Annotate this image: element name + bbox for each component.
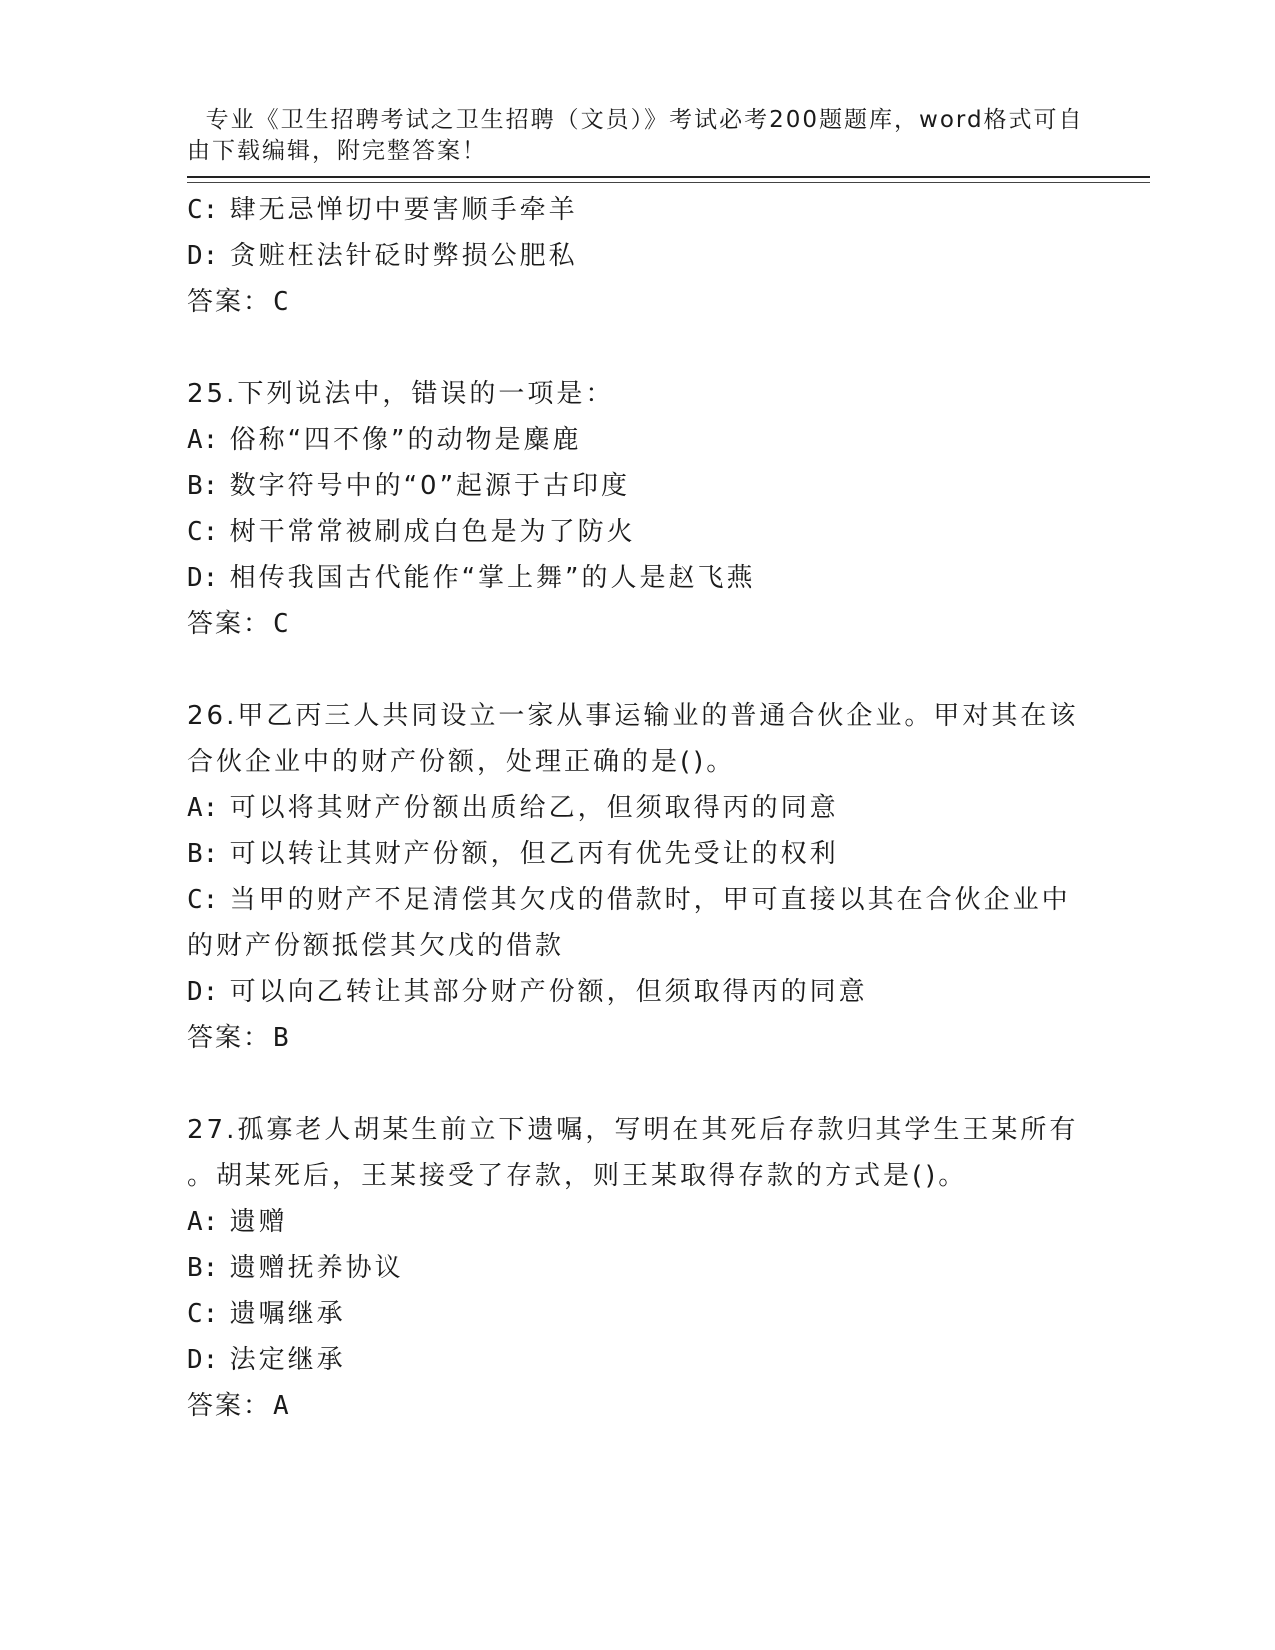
question-27 [187, 1107, 1087, 1429]
question-26 [187, 693, 1087, 1061]
option-line [187, 463, 1087, 509]
option-letter: D: [187, 1345, 219, 1375]
option-letter: C: [187, 885, 219, 915]
option-line [187, 969, 1087, 1015]
question-stem: 27.孤寡老人胡某生前立下遗嘱，写明在其死后存款归其学生王某所有 [187, 1115, 1079, 1145]
option-text: 可以转让其财产份额，但乙丙有优先受让的权利 [229, 839, 839, 869]
option-line [187, 785, 1087, 831]
question-stem: 26.甲乙丙三人共同设立一家从事运输业的普通合伙企业。甲对其在该 [187, 701, 1079, 731]
option-text: 遗赠 [229, 1207, 288, 1237]
option-text: 贪赃枉法针砭时弊损公肥私 [229, 241, 578, 271]
question-stem: 25.下列说法中，错误的一项是： [187, 379, 615, 409]
option-letter: C: [187, 517, 219, 547]
question-stem-continued: 合伙企业中的财产份额，处理正确的是()。 [187, 747, 736, 777]
answer-label: 答案： [187, 609, 272, 639]
option-letter: B: [187, 471, 219, 501]
spacer [187, 1061, 1087, 1107]
carryover-block [187, 187, 1087, 325]
answer-value: C [273, 609, 292, 639]
answer-line [187, 1383, 1087, 1429]
option-text-continued: 的财产份额抵偿其欠戊的借款 [187, 931, 565, 961]
answer-value: A [273, 1391, 292, 1421]
option-line [187, 1291, 1087, 1337]
question-content [187, 187, 1087, 1429]
answer-line [187, 279, 1087, 325]
option-text: 俗称“四不像”的动物是麋鹿 [229, 425, 582, 455]
option-letter: D: [187, 977, 219, 1007]
option-text: 肆无忌惮切中要害顺手牵羊 [229, 195, 578, 225]
option-line [187, 1245, 1087, 1291]
header-divider-thick [187, 176, 1150, 178]
option-letter: A: [187, 1207, 219, 1237]
document-header [187, 74, 1087, 167]
answer-value: C [273, 287, 292, 317]
answer-line [187, 601, 1087, 647]
option-line [187, 877, 1087, 923]
answer-line [187, 1015, 1087, 1061]
option-line [187, 233, 1087, 279]
spacer [187, 647, 1087, 693]
option-line [187, 509, 1087, 555]
option-line [187, 555, 1087, 601]
option-text: 数字符号中的“0”起源于古印度 [229, 471, 631, 501]
answer-label: 答案： [187, 1391, 272, 1421]
option-line [187, 831, 1087, 877]
option-text: 法定继承 [229, 1345, 346, 1375]
option-text: 遗赠抚养协议 [229, 1253, 404, 1283]
spacer [187, 325, 1087, 371]
option-letter: B: [187, 1253, 219, 1283]
question-25 [187, 371, 1087, 647]
option-letter: D: [187, 241, 219, 271]
header-divider-thin [187, 182, 1150, 183]
option-text: 可以将其财产份额出质给乙，但须取得丙的同意 [229, 793, 839, 823]
option-text: 树干常常被刷成白色是为了防火 [229, 517, 636, 547]
option-text: 遗嘱继承 [229, 1299, 346, 1329]
answer-label: 答案： [187, 1023, 272, 1053]
option-letter: A: [187, 793, 219, 823]
option-letter: D: [187, 563, 219, 593]
option-text: 可以向乙转让其部分财产份额，但须取得丙的同意 [229, 977, 868, 1007]
option-letter: A: [187, 425, 219, 455]
option-letter: B: [187, 839, 219, 869]
header-title: 专业《卫生招聘考试之卫生招聘（文员）》考试必考200题题库，word格式可自由下载编辑，附完整答案！ [187, 107, 1084, 164]
option-letter: C: [187, 195, 219, 225]
option-letter: C: [187, 1299, 219, 1329]
question-stem-continued: 。胡某死后，王某接受了存款，则王某取得存款的方式是()。 [187, 1161, 968, 1191]
option-line [187, 187, 1087, 233]
answer-label: 答案： [187, 287, 272, 317]
answer-value: B [273, 1023, 292, 1053]
option-text: 当甲的财产不足清偿其欠戊的借款时，甲可直接以其在合伙企业中 [229, 885, 1071, 915]
option-text: 相传我国古代能作“掌上舞”的人是赵飞燕 [229, 563, 756, 593]
option-line [187, 417, 1087, 463]
option-line [187, 1199, 1087, 1245]
option-line [187, 1337, 1087, 1383]
